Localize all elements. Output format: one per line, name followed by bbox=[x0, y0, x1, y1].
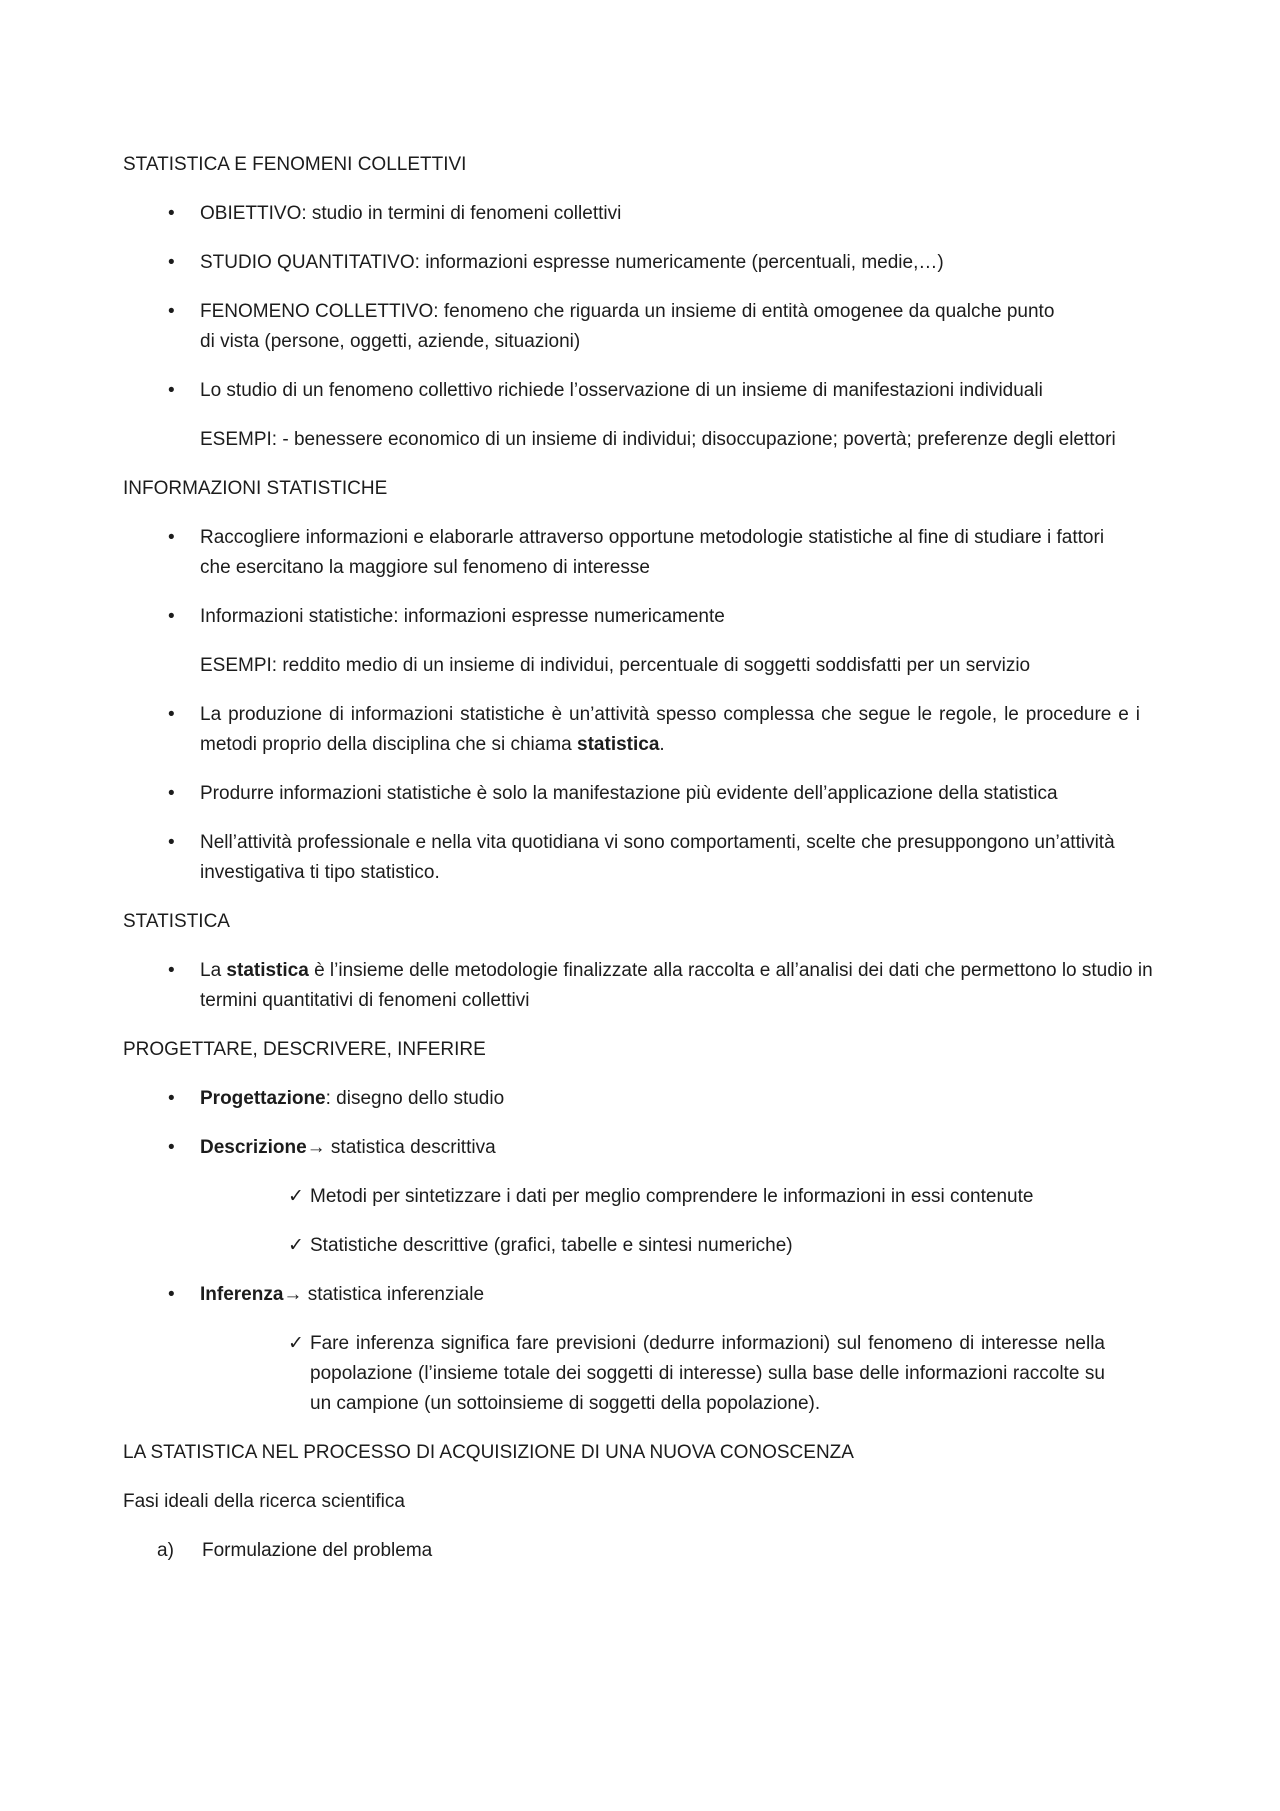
bullet-icon: • bbox=[168, 1137, 175, 1158]
bullet-item bbox=[123, 700, 1160, 760]
bullet-text bbox=[200, 1133, 1160, 1163]
arrow-right-icon: → bbox=[283, 1284, 303, 1305]
bullet-text bbox=[200, 956, 1160, 1016]
check-text: Statistiche descrittive (grafici, tabelle e sintesi numeriche) bbox=[310, 1235, 793, 1256]
esempi-paragraph: ESEMPI: reddito medio di un insieme di individui, percentuale di soggetti soddisfatti per un servizio bbox=[200, 655, 1031, 676]
bullet-item bbox=[123, 1084, 1160, 1114]
bullet-item bbox=[123, 248, 1160, 278]
heading-statistica: STATISTICA bbox=[123, 911, 230, 932]
bullet-item bbox=[123, 297, 1160, 357]
bullet-text: Raccogliere informazioni e elaborarle attraverso opportune metodologie statistiche al fine di studiare i fattori che esercitano la maggiore sul fenomeno di interesse bbox=[200, 527, 1105, 578]
bullet-text bbox=[200, 1280, 1160, 1310]
check-text: Metodi per sintetizzare i dati per meglio comprendere le informazioni in essi contenute bbox=[310, 1186, 1034, 1207]
arrow-right-icon: → bbox=[306, 1137, 326, 1158]
heading-informazioni-statistiche: INFORMAZIONI STATISTICHE bbox=[123, 478, 388, 499]
lettered-item bbox=[123, 1536, 1160, 1566]
bullet-icon: • bbox=[168, 960, 175, 981]
check-text: Fare inferenza significa fare previsioni (dedurre informazioni) sul fenomeno di interesse nella popolazione (l’insieme totale dei soggetti di interesse) sulla base delle informazioni raccolte su un campione (un sottoinsieme di soggetti della popolazione). bbox=[310, 1333, 1105, 1414]
text-run: : disegno dello studio bbox=[325, 1088, 505, 1109]
bold-text-run: statistica bbox=[226, 960, 309, 981]
bullet-icon: • bbox=[168, 832, 175, 853]
bullet-icon: • bbox=[168, 527, 175, 548]
bold-text-run: statistica bbox=[577, 734, 660, 755]
lettered-item-text: Formulazione del problema bbox=[202, 1540, 433, 1561]
bullet-text: FENOMENO COLLETTIVO: fenomeno che riguarda un insieme di entità omogenee da qualche punto di vista (persone, oggetti, aziende, situazioni) bbox=[200, 301, 1055, 352]
check-icon: ✓ bbox=[288, 1235, 304, 1256]
bullet-text: Informazioni statistiche: informazioni espresse numericamente bbox=[200, 606, 725, 627]
text-run: . bbox=[659, 734, 665, 755]
heading-statistica-nel-processo: LA STATISTICA NEL PROCESSO DI ACQUISIZIONE DI UNA NUOVA CONOSCENZA bbox=[123, 1442, 854, 1463]
bold-text-run: Progettazione bbox=[200, 1088, 326, 1109]
bullet-icon: • bbox=[168, 380, 175, 401]
text-run: è l’insieme delle metodologie finalizzate alla raccolta e all’analisi dei dati che permettono lo studio in termini quantitativi di fenomeni collettivi bbox=[200, 960, 1153, 1011]
bullet-icon: • bbox=[168, 1088, 175, 1109]
bullet-icon: • bbox=[168, 1284, 175, 1305]
check-icon: ✓ bbox=[288, 1186, 304, 1207]
bullet-icon: • bbox=[168, 783, 175, 804]
bullet-item bbox=[123, 376, 1160, 406]
bullet-text bbox=[200, 1084, 1160, 1114]
bold-text-run: Descrizione bbox=[200, 1137, 307, 1158]
check-icon: ✓ bbox=[288, 1333, 304, 1354]
bullet-icon: • bbox=[168, 252, 175, 273]
heading-statistica-e-fenomeni-collettivi: STATISTICA E FENOMENI COLLETTIVI bbox=[123, 154, 467, 175]
bullet-icon: • bbox=[168, 203, 175, 224]
text-run: La bbox=[200, 960, 227, 981]
bullet-item bbox=[123, 956, 1160, 1016]
bullet-text: OBIETTIVO: studio in termini di fenomeni collettivi bbox=[200, 203, 622, 224]
bold-text-run: Inferenza bbox=[200, 1284, 284, 1305]
bullet-item bbox=[123, 602, 1160, 632]
lettered-item-label: a) bbox=[157, 1540, 174, 1561]
text-run: statistica descrittiva bbox=[325, 1137, 496, 1158]
bullet-item bbox=[123, 199, 1160, 229]
check-item bbox=[123, 1329, 1160, 1419]
bullet-item bbox=[123, 828, 1160, 888]
paragraph-fasi-ideali: Fasi ideali della ricerca scientifica bbox=[123, 1491, 405, 1512]
bullet-text: STUDIO QUANTITATIVO: informazioni espresse numericamente (percentuali, medie,…) bbox=[200, 252, 944, 273]
bullet-icon: • bbox=[168, 606, 175, 627]
bullet-text: Produrre informazioni statistiche è solo la manifestazione più evidente dell’applicazione della statistica bbox=[200, 783, 1058, 804]
bullet-text: Lo studio di un fenomeno collettivo richiede l’osservazione di un insieme di manifestazioni individuali bbox=[200, 380, 1043, 401]
text-run: La produzione di informazioni statistiche è un’attività spesso complessa che segue le regole, le procedure e i metodi proprio della disciplina che si chiama bbox=[200, 704, 1140, 755]
esempi-paragraph: ESEMPI: - benessere economico di un insieme di individui; disoccupazione; povertà; preferenze degli elettori bbox=[200, 429, 1116, 450]
bullet-item bbox=[123, 523, 1160, 583]
bullet-item bbox=[123, 779, 1160, 809]
text-run: statistica inferenziale bbox=[302, 1284, 485, 1305]
check-item bbox=[123, 1231, 1160, 1261]
bullet-text: Nell’attività professionale e nella vita quotidiana vi sono comportamenti, scelte che presuppongono un’attività investigativa ti tipo statistico. bbox=[200, 832, 1115, 883]
bullet-item bbox=[123, 1280, 1160, 1310]
bullet-icon: • bbox=[168, 301, 175, 322]
bullet-text bbox=[200, 700, 1140, 760]
bullet-item bbox=[123, 1133, 1160, 1163]
heading-progettare-descrivere-inferire: PROGETTARE, DESCRIVERE, INFERIRE bbox=[123, 1039, 486, 1060]
check-item bbox=[123, 1182, 1160, 1212]
bullet-icon: • bbox=[168, 704, 175, 725]
